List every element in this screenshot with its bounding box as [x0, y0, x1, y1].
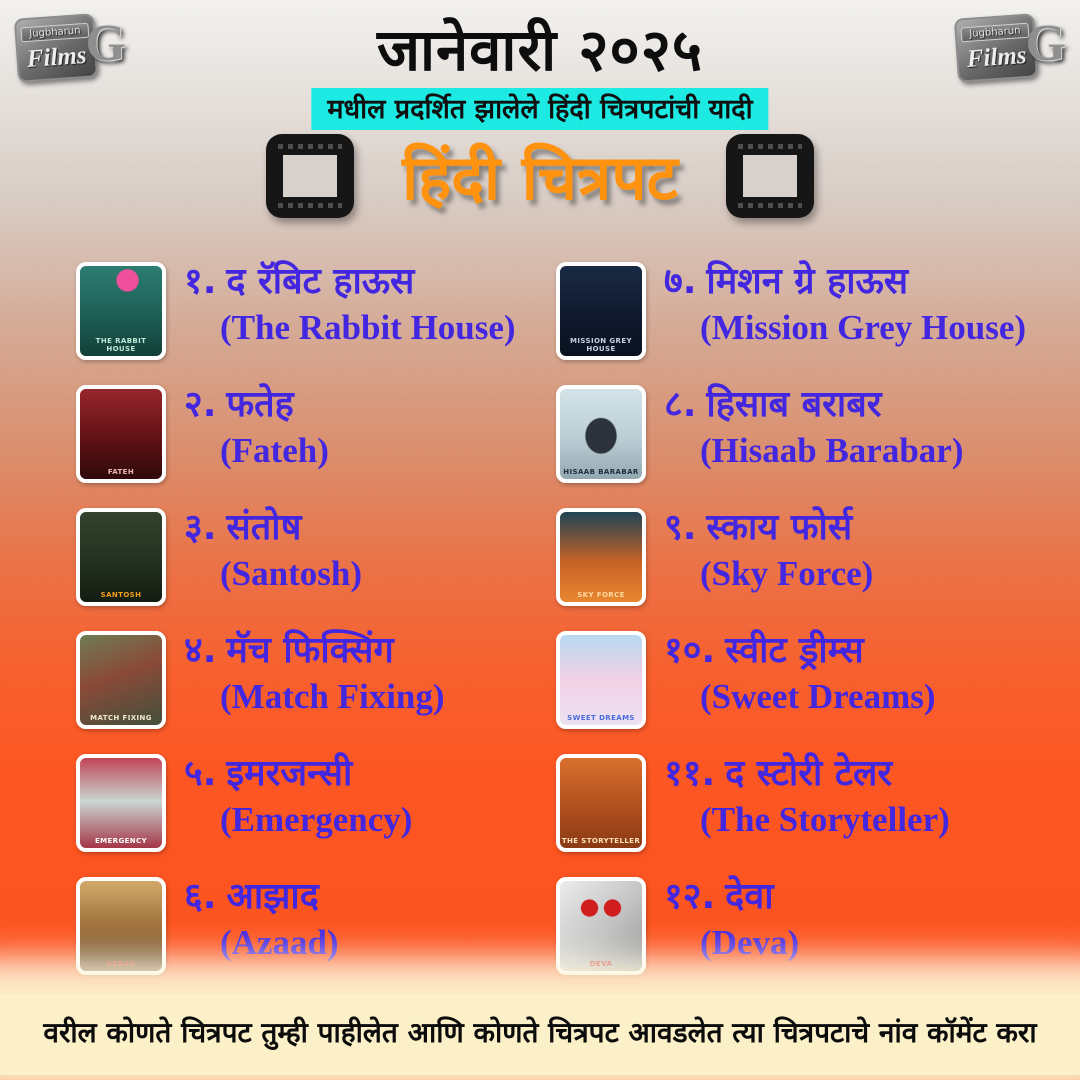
movie-title-english: (Mission Grey House) [700, 308, 1027, 348]
movie-poster [556, 754, 646, 852]
movie-poster-label: FATEH [107, 467, 135, 476]
movie-text [184, 877, 339, 975]
movie-poster [556, 877, 646, 975]
movie-list-item [76, 385, 556, 483]
movie-text [184, 508, 362, 606]
movie-poster-label: SKY FORCE [577, 590, 625, 599]
movie-title-hindi: आझाद [226, 876, 319, 917]
movie-number: ८. [664, 384, 697, 425]
film-frame-icon [266, 134, 354, 218]
movie-poster-label: THE STORYTELLER [561, 836, 641, 845]
footer-text: वरील कोणते चित्रपट तुम्ही पाहीलेत आणि कोणते चित्रपट आवडलेत त्या चित्रपटाचे नांव कॉमेंट करा [43, 1016, 1037, 1049]
movie-list-item [556, 877, 1052, 975]
movie-title-english: (Match Fixing) [220, 677, 445, 717]
movie-list-item [556, 385, 1052, 483]
movie-poster [556, 631, 646, 729]
movie-title-hindi: मॅच फिक्सिंग [226, 630, 394, 671]
movie-number: २. [184, 384, 217, 425]
movie-poster-label: EMERGENCY [94, 836, 148, 845]
movie-list-item [556, 754, 1052, 852]
film-frame-window [743, 155, 797, 197]
movie-list-item [76, 877, 556, 975]
movie-title-english: (The Rabbit House) [220, 308, 516, 348]
movie-text [664, 877, 799, 975]
movie-title-hindi: संतोष [226, 507, 302, 548]
logo-letter-g: G [85, 15, 126, 72]
movie-title-hindi: देवा [725, 876, 774, 917]
movie-number: ६. [184, 876, 217, 917]
movie-poster [76, 262, 166, 360]
logo-films-text: Films [965, 41, 1028, 74]
movie-title-english: (Emergency) [220, 800, 413, 840]
movie-list-item [556, 631, 1052, 729]
film-perforation [738, 203, 802, 208]
movie-list-item [76, 631, 556, 729]
movie-number: ५. [184, 753, 217, 794]
movie-title-hindi: फतेह [226, 384, 294, 425]
movie-title-hindi: मिशन ग्रे हाऊस [706, 261, 909, 302]
movie-number: ७. [664, 261, 697, 302]
footer [0, 984, 1080, 1080]
movie-poster-label: DEVA [589, 959, 613, 968]
movie-text [184, 631, 445, 729]
movie-text [664, 754, 950, 852]
movie-list [76, 262, 1052, 975]
movie-title-english: (Santosh) [220, 554, 362, 594]
film-frame-icon [726, 134, 814, 218]
movie-list-item [76, 508, 556, 606]
movie-list-item [556, 508, 1052, 606]
movie-title-english: (The Storyteller) [700, 800, 950, 840]
movie-title-hindi: स्काय फोर्स [706, 507, 853, 548]
movie-text [664, 508, 873, 606]
logo-films-text: Films [25, 41, 88, 74]
movie-poster-label: SWEET DREAMS [567, 713, 635, 722]
movie-poster [556, 385, 646, 483]
movie-text [664, 262, 1026, 360]
logo-name-text: Jugbharun [960, 23, 1029, 43]
movie-number: ९. [664, 507, 697, 548]
page-subtitle: मधील प्रदर्शित झालेले हिंदी चित्रपटांची यादी [311, 88, 768, 130]
movie-number: १. [184, 261, 217, 302]
film-perforation [278, 144, 342, 149]
movie-poster [76, 877, 166, 975]
movie-text [184, 385, 329, 483]
movie-text [664, 631, 936, 729]
movie-number: ११. [664, 753, 716, 794]
movie-poster-label: THE RABBIT HOUSE [95, 336, 147, 353]
movie-title-hindi: द रॅबिट हाऊस [226, 261, 415, 302]
movie-poster [76, 754, 166, 852]
movie-poster-label: MATCH FIXING [90, 713, 152, 722]
movie-text [184, 262, 516, 360]
movie-text [664, 385, 963, 483]
movie-number: १०. [664, 630, 716, 671]
movie-number: ३. [184, 507, 217, 548]
movie-poster-label: SANTOSH [100, 590, 142, 599]
movie-poster [76, 385, 166, 483]
movie-text [184, 754, 412, 852]
movie-poster [76, 508, 166, 606]
movie-title-hindi: इमरजन्सी [226, 753, 353, 794]
movie-title-english: (Deva) [700, 923, 800, 963]
page-title: जानेवारी २०२५ [376, 16, 704, 84]
film-perforation [738, 144, 802, 149]
movie-title-hindi: हिसाब बराबर [706, 384, 882, 425]
movie-poster [556, 262, 646, 360]
movie-number: ४. [184, 630, 217, 671]
movie-title-english: (Fateh) [220, 431, 329, 471]
logo-letter-g: G [1025, 15, 1066, 72]
movie-title-english: (Sweet Dreams) [700, 677, 936, 717]
movie-list-item [76, 262, 556, 360]
film-perforation [278, 203, 342, 208]
movie-title-hindi: स्वीट ड्रीम्स [725, 630, 864, 671]
movie-title-english: (Hisaab Barabar) [700, 431, 964, 471]
movie-number: १२. [664, 876, 716, 917]
section-heading: हिंदी चित्रपट [402, 141, 678, 214]
movie-poster [76, 631, 166, 729]
movies-column-left [76, 262, 556, 975]
movie-title-english: (Sky Force) [700, 554, 874, 594]
movie-poster [556, 508, 646, 606]
movie-poster-label: AZAAD [106, 959, 136, 968]
logo-name-text: Jugbharun [20, 23, 89, 43]
movie-poster-label: HISAAB BARABAR [563, 467, 639, 476]
movie-title-hindi: द स्टोरी टेलर [725, 753, 893, 794]
movie-list-item [76, 754, 556, 852]
movies-column-right [556, 262, 1052, 975]
movie-list-item [556, 262, 1052, 360]
movie-poster-label: MISSION GREY HOUSE [570, 336, 632, 353]
film-frame-window [283, 155, 337, 197]
movie-title-english: (Azaad) [220, 923, 339, 963]
section-heading-row [0, 134, 1080, 218]
